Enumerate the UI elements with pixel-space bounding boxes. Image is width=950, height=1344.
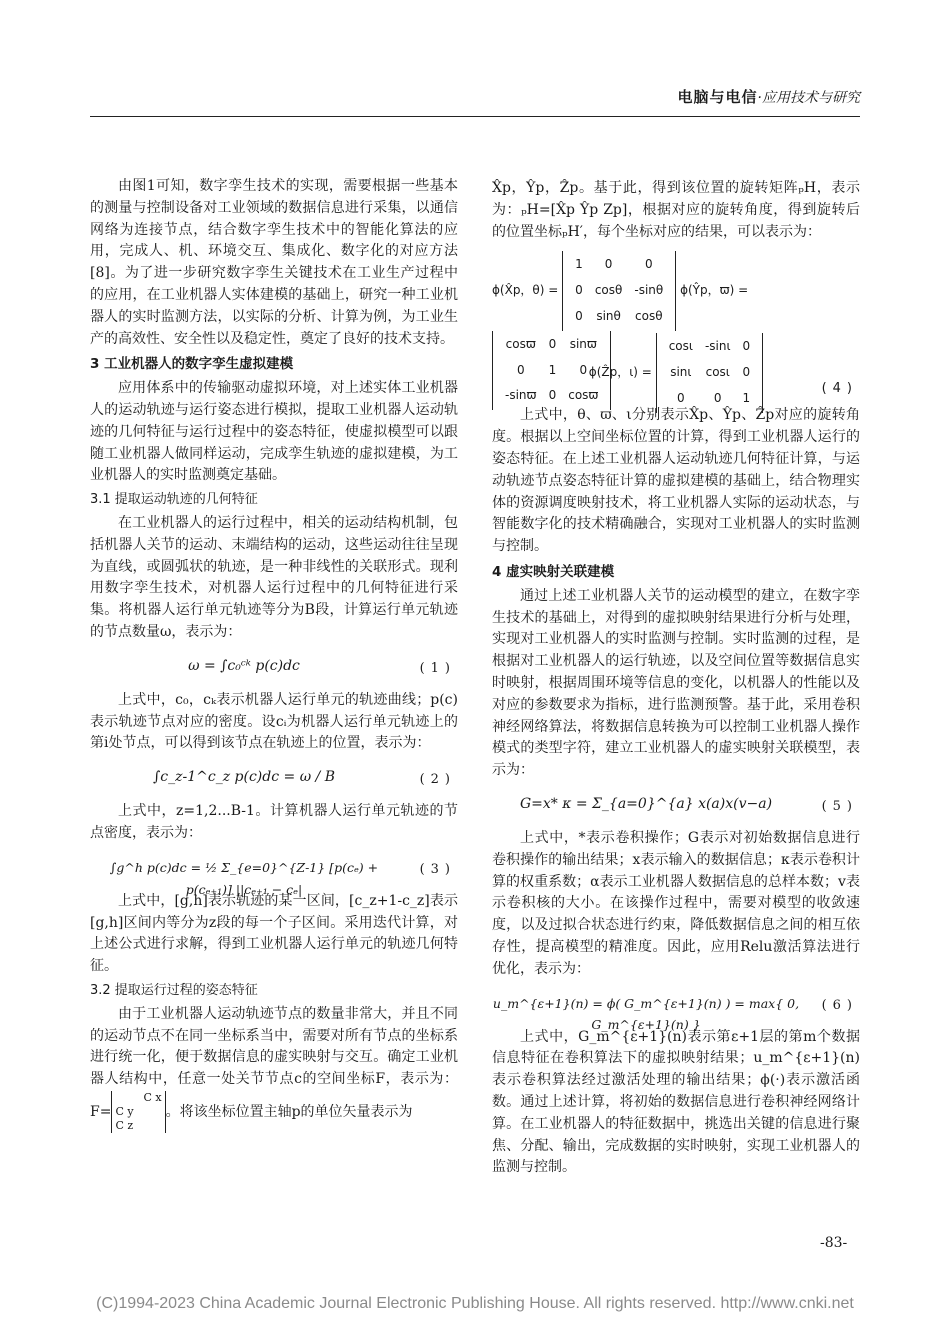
paragraph: 上式中，z=1,2...B-1。计算机器人运行单元轨迹的节点密度，表示为： [90, 803, 458, 841]
paragraph: 上式中，[g,h]表示轨迹的某一区间，[c_z+1-c_z]表示[g,h]区间内等分为z段的每一个子区间。采用迭代计算，对上述公式进行求解，得到工业机器人运行单元的轨迹几何特征。 [90, 892, 458, 975]
matrix-cell: 0 [713, 390, 722, 405]
matrix-label: ϕ(Ẑp，ι) = [588, 365, 652, 380]
rotation-matrix-z [656, 333, 764, 412]
paragraph: X̂p，Ŷp，Ẑp。基于此，得到该位置的旋转矩阵ₚH，表示为：ₚH=[X̂p Ŷp Zp]，根据对应的旋转角度，得到旋转后的位置坐标ₚH′，每个坐标对应的结果，可以表示为： [492, 180, 860, 240]
subsection-heading-3-2: 3.2 提取运行过程的姿态特征 [90, 982, 258, 998]
matrix-cell: sinι [670, 365, 692, 380]
section-heading-4: 4 虚实映射关联建模 [492, 563, 615, 580]
paragraph: 上式中，c₀，cₖ表示机器人运行单元的轨迹曲线；p(c)表示轨迹节点对应的密度。设cᵢ为机器人运行单元轨迹上的第i处节点，可以得到该节点在轨迹上的位置，表示为： [90, 691, 458, 752]
matrix-cell: 1 [548, 362, 557, 377]
equation-body: ∫c_z-1^c_z p(c)dc = ω / B [152, 769, 336, 786]
equation-number: (6) [821, 997, 858, 1013]
page-number: -83- [820, 1235, 848, 1251]
equation-number: (4) [821, 380, 858, 396]
matrix-cell: cosθ [594, 283, 623, 298]
equation-body: u_m^{ε+1}(n) = ϕ( G_m^{ε+1}(n) ) = max{ 0, G_m^{ε+1}(n) } [492, 995, 800, 1033]
matrix-cell: 0 [548, 336, 557, 351]
equation-body: ω = ∫c₀ᶜᵏ p(c)dc [188, 657, 300, 674]
paragraph: 通过上述工业机器人关节的运动模型的建立，在数字孪生技术的基础上，对得到的虚拟映射结果进行分析与处理，实现对工业机器人的实时监测与控制。实时监测的过程，是根据对工业机器人的运行轨迹，以及空间位置等数据信息实时映射，根据周围环境等信息的变化，以机器人的性能以及对应的参数要求为指标，进行监测预警。基于此，采用卷积神经网络算法，将数据信息转换为可以控制工业机器人操作模式的类型字符，建立工业机器人的虚实映射关联模型，表示为： [492, 587, 860, 779]
equation-number: (5) [821, 798, 858, 814]
equation-1 [90, 650, 458, 684]
running-header [90, 86, 860, 116]
matrix-cell: 0 [742, 339, 751, 354]
matrix-label: ϕ(Ŷp，ϖ) = [680, 283, 749, 298]
matrix-cell: 0 [575, 308, 583, 323]
rotation-matrix-z-row [492, 333, 860, 405]
left-column [90, 176, 458, 1133]
coordinate-matrix [111, 1091, 165, 1133]
paragraph: 由图1可知，数字孪生技术的实现，需要根据一些基本的测量与控制设备对工业领域的数据信息进行采集，以通信网络为连接节点，结合数字孪生技术中的智能化算法的应用，完成人、机、环境交互、集成化、数字化的对应方法[8]。为了进一步研究数字孪生关键技术在工业生产过程中的应用，在工业机器人实体建模的基础上，研究一种工业机器人的实时监测方法，以实际的分析、计算为例，为工业生产的高效性、安全性以及稳定性，奠定了良好的技术支持。 [90, 178, 458, 347]
matrix-cell: cosϖ [568, 388, 599, 403]
equation-number: (3) [419, 861, 456, 877]
copyright-watermark: (C)1994-2023 China Academic Journal Electronic Publishing House. All rights reserved. http://www.cnki.net [96, 1295, 854, 1312]
equation-body: ∫g^h p(c)dc = ½ Σ_{e=0}^{Z-1} [p(cₑ) + p(cₑ₊₁)] ||cₑ₊₁ − cₑ| [109, 859, 379, 897]
matrix-cell: C x [143, 1090, 162, 1104]
matrix-cell: sinθ [596, 308, 621, 323]
matrix-cell: cosθ [635, 308, 663, 323]
paragraph: 上式中，*表示卷积操作；G表示对初始数据信息进行卷积操作的输出结果；x表示输入的数据信息；κ表示卷积计算的权重系数；α表示工业机器人数据信息的总样本数；v表示卷积核的大小。在该操作过程中，需要对模型的收敛速度，以及过拟合状态进行约束，降低数据信息之间的相互依存性，提高模型的精准度。因此，应用Relu激活算法进行优化，表示为： [492, 829, 860, 977]
equation-number: (1) [419, 660, 456, 676]
equation-6 [492, 987, 860, 1033]
matrix-cell: -sinϖ [505, 388, 537, 403]
section-heading-3: 3 工业机器人的数字孪生虚拟建模 [90, 356, 294, 373]
matrix-cell: 0 [644, 257, 653, 272]
matrix-cell: sinϖ [569, 336, 597, 351]
matrix-cell: 0 [677, 390, 685, 405]
subsection-heading-3-1: 3.1 提取运动轨迹的几何特征 [90, 492, 258, 508]
matrix-cell: -sinι [704, 339, 731, 354]
matrix-cell: 0 [548, 388, 557, 403]
equation-body: G=x* κ = Σ_{a=0}^{a} x(a)x(v−a) [519, 795, 773, 812]
paragraph: 上式中，θ、ϖ、ι分别表示X̂p、Ŷp、Ẑp对应的旋转角度。根据以上空间坐标位置的计算，得到工业机器人运行的姿态特征。在上述工业机器人运动轨迹几何特征计算，与运动轨迹节点姿态特征计算的虚拟建模的基础上，结合物理实体的资源调度映射技术，将工业机器人实际的运动状态，与智能数字化的技术精确融合，实现对工业机器人的实时监测与控制。 [492, 407, 860, 555]
paragraph-text: 。将该坐标位置主轴p的单位矢量表示为 [165, 1103, 413, 1120]
paragraph: 上式中，G_m^{ε+1}(n)表示第ε+1层的第m个数据信息特征在卷积算法下的虚拟映射结果；u_m^{ε+1}(n)表示卷积算法经过激活处理的输出结果；ϕ(·)表示激活函数。通过上述计算，将初始的数据信息进行卷积神经网络计算。在工业机器人的特征数据中，挑选出关键的信息进行聚焦、分配、输出，完成数据的实时映射，实现工业机器人的监测与控制。 [492, 1028, 860, 1176]
matrix-cell: 0 [579, 362, 588, 377]
matrix-cell: -sinθ [634, 283, 664, 298]
journal-name: 电脑与电信 [677, 88, 758, 106]
matrix-cell: cosι [668, 339, 693, 354]
paragraph: 在工业机器人的运行过程中，相关的运动结构机制，包括机器人关节的运动、末端结构的运动，这些运动往往呈现为直线，或圆弧状的轨迹，是一种非线性的关联形式。现利用数字孪生技术，对机器人运行过程中的几何特征进行采集。将机器人运行单元轨迹等分为B段，计算运行单元轨迹的节点数量ω，表示为： [90, 514, 458, 640]
paragraph-text: 由于工业机器人运动轨迹节点的数量非常大，并且不同的运动节点不在同一坐标系当中，需要对所有节点的坐标系进行统一化，便于数据信息的虚实映射与交互。确定工业机器人结构中，任意一处关节节点c的空间坐标F，表示为：F= [90, 1005, 458, 1120]
matrix-cell: 0 [604, 257, 613, 272]
header-rule [90, 116, 860, 117]
matrix-cell: 0 [575, 283, 583, 298]
paragraph: 应用体系中的传输驱动虚拟环境，对上述实体工业机器人的运动轨迹与运行姿态进行模拟，提取工业机器人运动轨迹的几何特征与运行过程中的姿态特征，使虚拟模型可以跟随工业机器人做同样运动，完成孪生轨迹的虚拟建模，为工业机器人的实时监测奠定基础。 [90, 380, 458, 484]
matrix-cell: cosι [705, 365, 730, 380]
equation-3 [90, 851, 458, 897]
matrix-cell: cosϖ [505, 336, 536, 351]
matrix-cell: 1 [575, 257, 583, 272]
rotation-matrix-x [562, 251, 676, 330]
equation-2 [90, 761, 458, 795]
matrix-label: ϕ(X̂p，θ) = [492, 283, 559, 298]
right-column [492, 178, 860, 1179]
matrix-cell: C z [115, 1118, 134, 1132]
section-name: ·应用技术与研究 [757, 90, 860, 106]
matrix-cell: C y [115, 1104, 134, 1118]
matrix-cell: 1 [742, 390, 751, 405]
paragraph [90, 1004, 458, 1133]
matrix-cell: 0 [516, 362, 525, 377]
equation-5 [492, 788, 860, 822]
matrix-cell: 0 [742, 365, 751, 380]
equation-number: (2) [419, 772, 456, 788]
